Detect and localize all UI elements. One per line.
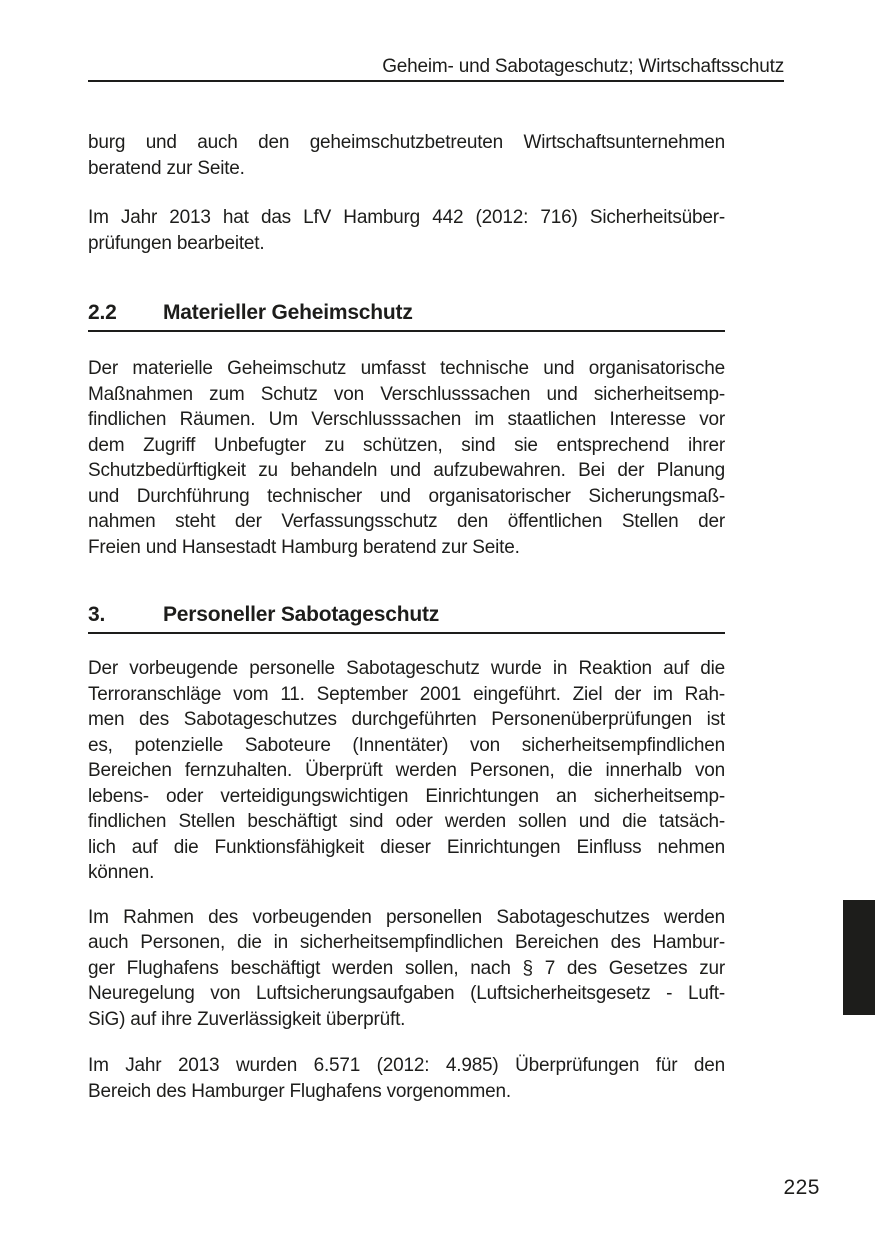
text-line: Der materielle Geheimschutz umfasst technische und organisatorische [88,358,725,379]
paragraph [88,130,725,181]
page-number: 225 [783,1176,820,1199]
text-line: und Durchführung technischer und organisatorischer Sicherungsmaß- [88,485,725,507]
section-number: 2.2 [88,301,117,324]
section-title: Materieller Geheimschutz [163,301,413,324]
section-heading [88,602,725,634]
text-line: findlichen Räumen. Um Verschlusssachen im staatlichen Interesse vor [88,409,725,430]
text-line: Bereichen fernzuhalten. Überprüft werden Personen, die innerhalb von [88,760,725,781]
text-line: Bereich des Hamburger Flughafens vorgenommen. [88,1080,511,1102]
section-title: Personeller Sabotageschutz [163,603,440,626]
content-column [88,0,725,1104]
text-line: Maßnahmen zum Schutz von Verschlusssachen und sicherheitsemp- [88,383,725,405]
text-line: dem Zugriff Unbefugter zu schützen, sind sie entsprechend ihrer [88,434,725,456]
paragraph [88,356,725,560]
section-number: 3. [88,603,106,626]
text-line: Neuregelung von Luftsicherungsaufgaben (Luftsicherheitsgesetz - Luft- [88,983,725,1004]
chapter-thumb-index-marker [843,900,875,1015]
text-line: können. [88,862,155,883]
paragraph [88,656,725,886]
text-line: burg und auch den geheimschutzbetreuten Wirtschaftsunternehmen [88,132,725,153]
text-line: men des Sabotageschutzes durchgeführten Personenüberprüfungen ist [88,709,725,730]
running-header: Geheim- und Sabotageschutz; Wirtschaftsschutz [88,56,784,82]
text-line: auch Personen, die in sicherheitsempfindlichen Bereichen des Hambur- [88,932,725,953]
text-line: Schutzbedürftigkeit zu behandeln und aufzubewahren. Bei der Planung [88,460,725,481]
text-line: ger Flughafens beschäftigt werden sollen, nach § 7 des Gesetzes zur [88,957,725,979]
text-line: Im Jahr 2013 hat das LfV Hamburg 442 (2012: 716) Sicherheitsüber- [88,207,725,228]
text-line: Im Jahr 2013 wurden 6.571 (2012: 4.985) Überprüfungen für den [88,1055,725,1076]
section-heading [88,300,725,332]
text-line: Der vorbeugende personelle Sabotageschutz wurde in Reaktion auf die [88,658,725,679]
text-line: es, potenzielle Saboteure (Innentäter) von sicherheitsempfindlichen [88,734,725,756]
text-line: nahmen steht der Verfassungsschutz den öffentlichen Stellen der [88,511,725,532]
text-line: Im Rahmen des vorbeugenden personellen Sabotageschutzes werden [88,906,725,928]
text-line: Freien und Hansestadt Hamburg beratend zur Seite. [88,536,520,558]
text-line: lich auf die Funktionsfähigkeit dieser Einrichtungen Einfluss nehmen [88,836,725,858]
text-line: SiG) auf ihre Zuverlässigkeit überprüft. [88,1008,406,1030]
text-line: findlichen Stellen beschäftigt sind oder werden sollen und die tatsäch- [88,811,725,832]
text-line: beratend zur Seite. [88,157,245,179]
paragraph [88,905,725,1033]
text-line: lebens- oder verteidigungswichtigen Einrichtungen an sicherheitsemp- [88,785,725,807]
paragraph [88,205,725,256]
paragraph [88,1053,725,1104]
text-line: Terroranschläge vom 11. September 2001 eingeführt. Ziel der im Rah- [88,683,725,705]
text-line: prüfungen bearbeitet. [88,232,265,254]
